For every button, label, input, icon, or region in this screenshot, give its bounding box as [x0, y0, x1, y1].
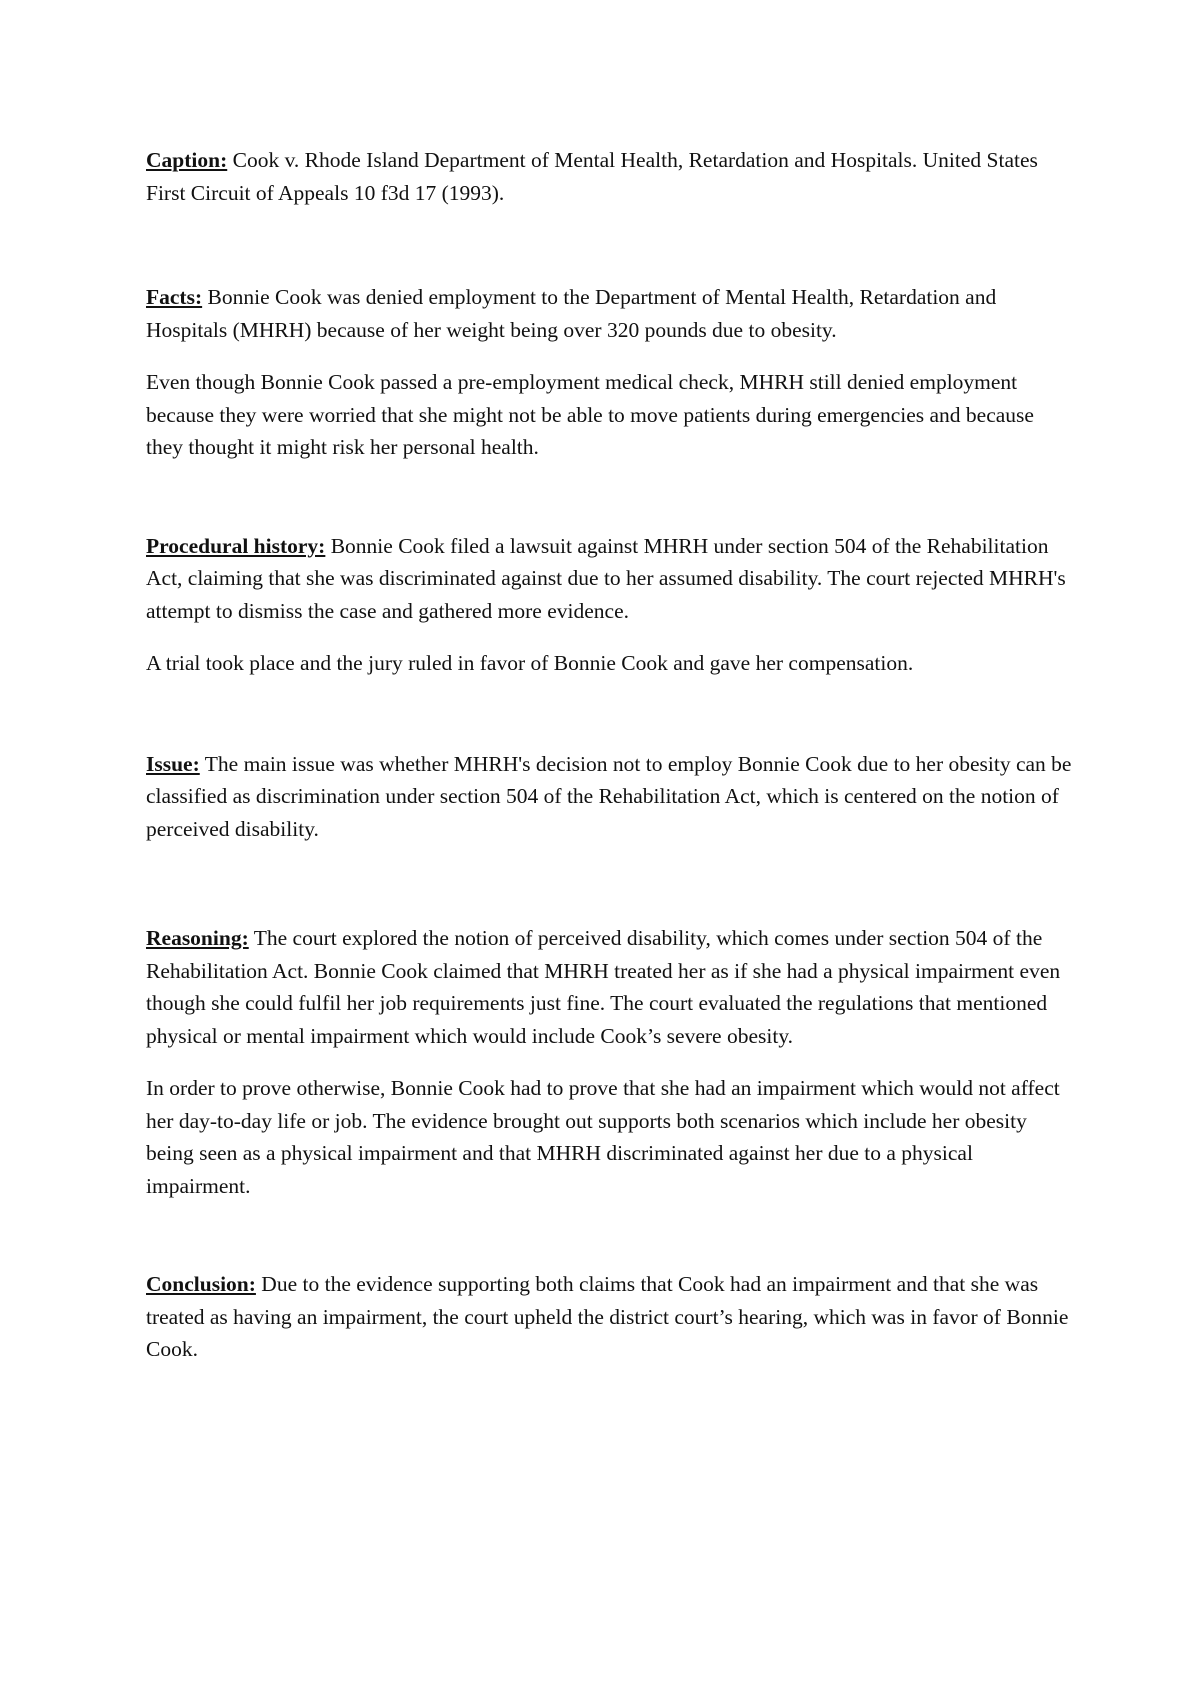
procedural-text-2: A trial took place and the jury ruled in favor of Bonnie Cook and gave her compensation.: [146, 651, 914, 675]
section-facts: [146, 281, 1076, 464]
conclusion-text: Due to the evidence supporting both claims that Cook had an impairment and that she was treated as having an impairment, the court upheld the district court’s hearing, which was in favor of Bonnie Cook.: [146, 1272, 1069, 1361]
issue-text: The main issue was whether MHRH's decision not to employ Bonnie Cook due to her obesity can be classified as discrimination under section 504 of the Rehabilitation Act, which is centered on the notion of perceived disability.: [146, 751, 1072, 841]
facts-paragraph-2: [146, 366, 1076, 464]
conclusion-label: Conclusion:: [146, 1272, 256, 1296]
facts-paragraph-1: [146, 281, 1076, 346]
reasoning-label: Reasoning:: [146, 926, 249, 950]
procedural-history-label: Procedural history:: [146, 533, 326, 558]
reasoning-paragraph-2: [146, 1072, 1076, 1202]
section-issue: [146, 748, 1076, 846]
reasoning-paragraph-1: [146, 922, 1076, 1052]
section-reasoning: [146, 922, 1076, 1202]
section-conclusion: [146, 1268, 1076, 1366]
caption-paragraph: [146, 144, 1076, 209]
reasoning-text-2: In order to prove otherwise, Bonnie Cook had to prove that she had an impairment which would not affect her day-to-day life or job. The evidence brought out supports both scenarios which include her obesity being seen as a physical impairment and that MHRH discriminated against her due to a physical impairment.: [146, 1076, 1060, 1198]
document-body: [146, 144, 1076, 1386]
facts-text-2: Even though Bonnie Cook passed a pre-employment medical check, MHRH still denied employment because they were worried that she might not be able to move patients during emergencies and because they thought it might risk her personal health.: [146, 370, 1034, 459]
conclusion-paragraph: [146, 1268, 1076, 1366]
caption-label: Caption:: [146, 148, 228, 172]
issue-paragraph: [146, 748, 1076, 846]
procedural-paragraph-1: [146, 530, 1076, 628]
facts-label: Facts:: [146, 285, 203, 309]
issue-label: Issue:: [146, 751, 200, 776]
facts-text-1: Bonnie Cook was denied employment to the Department of Mental Health, Retardation and Hospitals (MHRH) because of her weight being over 320 pounds due to obesity.: [146, 285, 997, 342]
procedural-text-1: Bonnie Cook filed a lawsuit against MHRH under section 504 of the Rehabilitation Act, claiming that she was discriminated against due to her assumed disability. The court rejected MHRH's attempt to dismiss the case and gathered more evidence.: [146, 533, 1066, 623]
section-caption: [146, 144, 1076, 209]
procedural-paragraph-2: [146, 647, 1076, 680]
reasoning-text-1: The court explored the notion of perceived disability, which comes under section 504 of the Rehabilitation Act. Bonnie Cook claimed that MHRH treated her as if she had a physical impairment even though she could fulfil her job requirements just fine. The court evaluated the regulations that mentioned physical or mental impairment which would include Cook’s severe obesity.: [146, 926, 1061, 1048]
section-procedural-history: [146, 530, 1076, 680]
caption-text: Cook v. Rhode Island Department of Mental Health, Retardation and Hospitals. United States First Circuit of Appeals 10 f3d 17 (1993).: [146, 148, 1038, 205]
